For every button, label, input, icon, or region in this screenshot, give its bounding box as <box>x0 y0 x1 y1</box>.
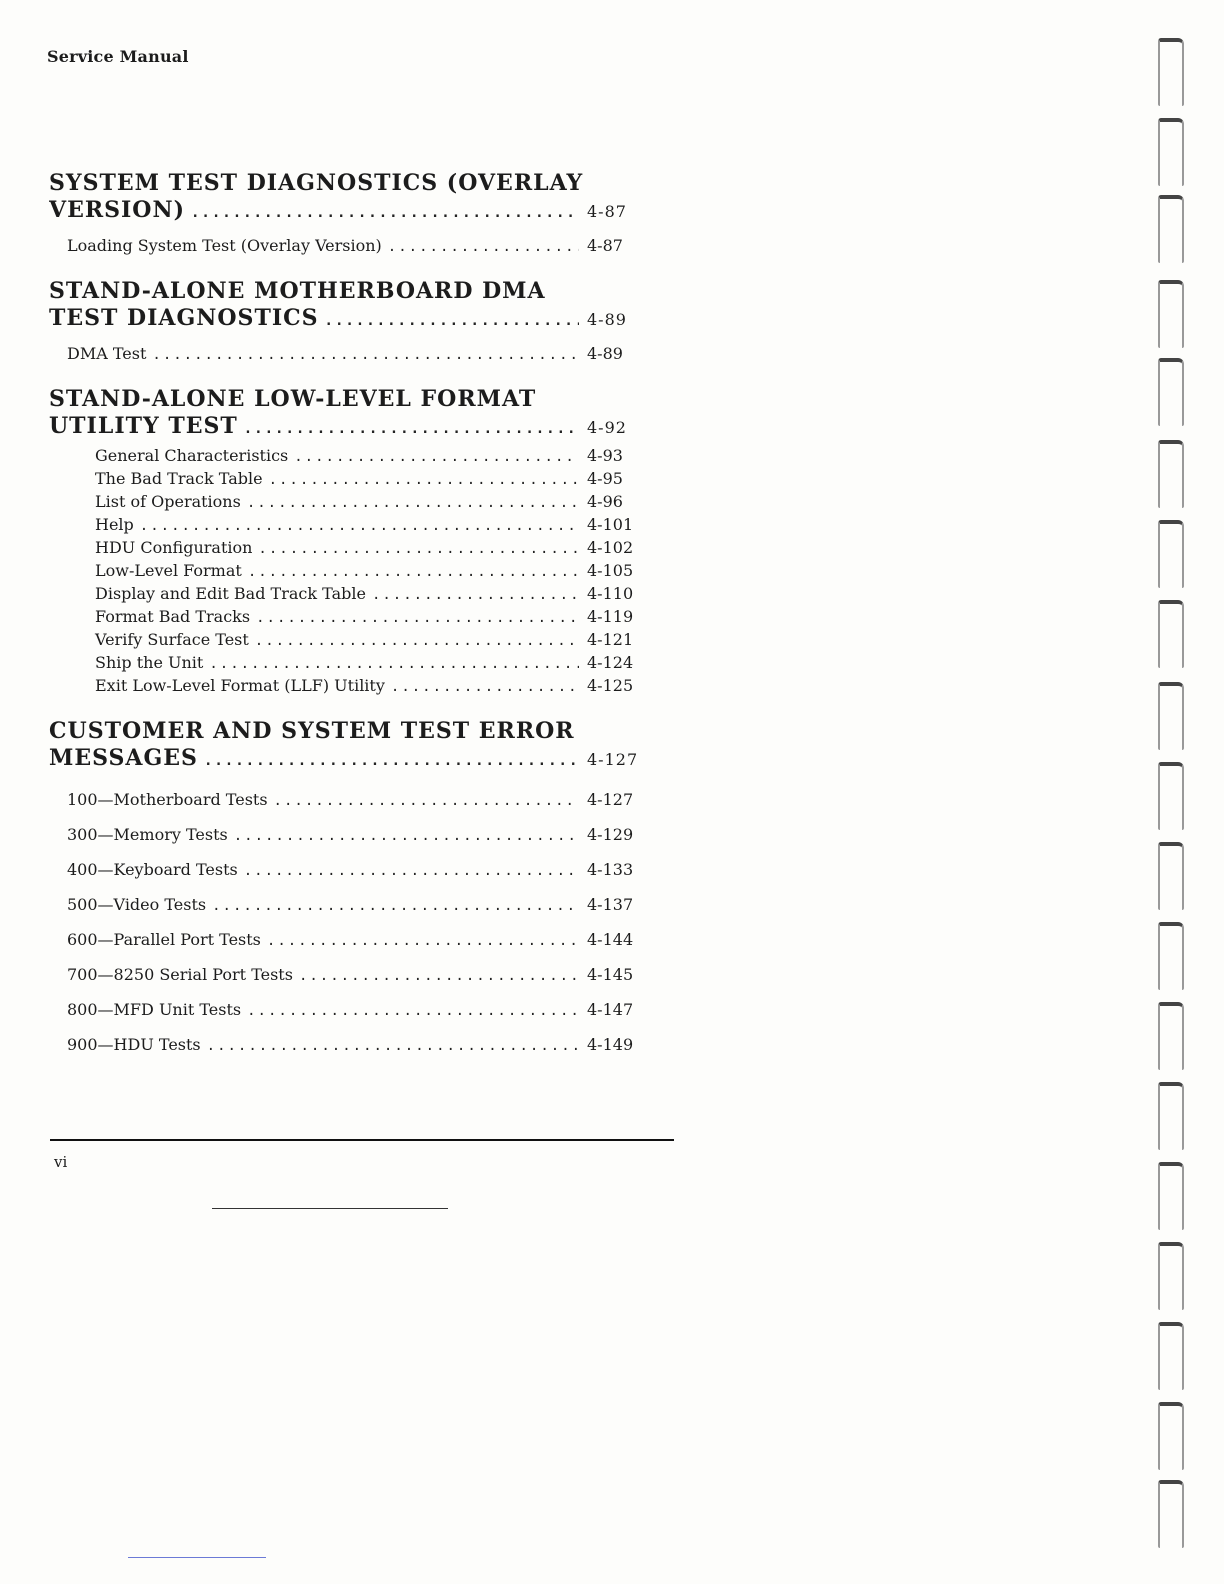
entry-label: The Bad Track Table <box>95 469 263 488</box>
toc-entry <box>49 958 649 993</box>
entry-page-number: 4-125 <box>587 676 634 695</box>
entry-label: Exit Low-Level Format (LLF) Utility <box>95 676 385 695</box>
binding-ring <box>1158 762 1184 830</box>
toc-section <box>49 386 649 698</box>
toc-entry <box>49 652 649 675</box>
binding-ring <box>1158 600 1184 668</box>
toc-entry <box>49 235 649 258</box>
entry-label: Help <box>95 515 134 534</box>
toc-entry <box>49 629 649 652</box>
dot-leader <box>388 236 579 258</box>
entry-label: General Characteristics <box>95 446 289 465</box>
entry-page-number: 4-127 <box>587 790 634 809</box>
entry-label: Display and Edit Bad Track Table <box>95 584 366 603</box>
toc-section <box>49 278 649 366</box>
entry-page-number: 4-149 <box>587 1035 634 1054</box>
entry-page-number: 4-124 <box>587 653 634 672</box>
dot-leader <box>258 538 579 560</box>
binding-ring <box>1158 1242 1184 1310</box>
toc-entry <box>49 783 649 818</box>
binding-ring <box>1158 842 1184 910</box>
binding-ring <box>1158 280 1184 348</box>
entry-page-number: 4-137 <box>587 895 634 914</box>
dot-leader <box>256 607 579 629</box>
dot-leader <box>212 889 579 923</box>
binding-ring <box>1158 358 1184 426</box>
entry-label: 500—Video Tests <box>67 895 207 914</box>
dot-leader <box>204 748 579 775</box>
toc-entry <box>49 445 649 468</box>
dot-leader <box>140 515 579 537</box>
entry-page-number: 4-105 <box>587 561 634 580</box>
entry-page-number: 4-96 <box>587 492 623 511</box>
dot-leader <box>299 959 579 993</box>
entry-page-number: 4-87 <box>587 236 623 255</box>
toc-section <box>49 170 649 258</box>
entry-page-number: 4-93 <box>587 446 623 465</box>
dot-leader <box>207 1029 579 1063</box>
binding-ring <box>1158 440 1184 508</box>
spiral-binding <box>1150 30 1190 1560</box>
toc-entry <box>49 468 649 491</box>
section-title-line: SYSTEM TEST DIAGNOSTICS (OVERLAY <box>49 170 584 196</box>
section-title-last-line <box>49 305 649 335</box>
dot-leader <box>391 676 579 698</box>
binding-ring <box>1158 1402 1184 1470</box>
binding-ring <box>1158 1480 1184 1548</box>
table-of-contents <box>49 170 649 1083</box>
entry-page-number: 4-101 <box>587 515 634 534</box>
entry-label: 700—8250 Serial Port Tests <box>67 965 293 984</box>
entry-page-number: 4-110 <box>587 584 634 603</box>
dot-leader <box>267 924 579 958</box>
entry-label: 800—MFD Unit Tests <box>67 1000 242 1019</box>
entry-page-number: 4-129 <box>587 825 634 844</box>
entry-page-number: 4-89 <box>587 344 623 363</box>
toc-entry <box>49 1028 649 1063</box>
toc-entry <box>49 560 649 583</box>
binding-ring <box>1158 38 1184 106</box>
entry-label: HDU Configuration <box>95 538 253 557</box>
entry-page-number: 4-144 <box>587 930 634 949</box>
page-folio: vi <box>54 1153 68 1171</box>
dot-leader <box>209 653 579 675</box>
entry-page-number: 4-102 <box>587 538 634 557</box>
dot-leader <box>294 446 579 468</box>
entry-page-number: 4-95 <box>587 469 623 488</box>
binding-ring <box>1158 922 1184 990</box>
dot-leader <box>269 469 579 491</box>
entry-page-number: 4-147 <box>587 1000 634 1019</box>
entry-label: 100—Motherboard Tests <box>67 790 268 809</box>
section-page-number: 4-87 <box>587 202 627 221</box>
entry-label: List of Operations <box>95 492 241 511</box>
dot-leader <box>372 584 579 606</box>
toc-entry <box>49 888 649 923</box>
toc-section <box>49 718 649 1063</box>
toc-entry <box>49 606 649 629</box>
dot-leader <box>191 200 579 227</box>
section-title-line: STAND-ALONE LOW-LEVEL FORMAT <box>49 386 537 412</box>
binding-ring <box>1158 118 1184 186</box>
entry-label: Verify Surface Test <box>95 630 249 649</box>
dot-leader <box>247 994 579 1028</box>
section-page-number: 4-92 <box>587 418 627 437</box>
dot-leader <box>248 561 579 583</box>
binding-ring <box>1158 1002 1184 1070</box>
section-title-line: STAND-ALONE MOTHERBOARD DMA <box>49 278 546 304</box>
toc-entry <box>49 993 649 1028</box>
section-title-line: CUSTOMER AND SYSTEM TEST ERROR <box>49 718 575 744</box>
entry-label: Format Bad Tracks <box>95 607 251 626</box>
toc-entry <box>49 923 649 958</box>
section-page-number: 4-89 <box>587 310 627 329</box>
toc-entry <box>49 818 649 853</box>
entry-label: DMA Test <box>67 344 147 363</box>
toc-entry <box>49 675 649 698</box>
dot-leader <box>325 308 579 335</box>
entry-page-number: 4-145 <box>587 965 634 984</box>
footer-rule <box>50 1139 674 1141</box>
entry-label: Loading System Test (Overlay Version) <box>67 236 382 255</box>
dot-leader <box>274 784 579 818</box>
binding-ring <box>1158 1162 1184 1230</box>
toc-entry <box>49 537 649 560</box>
binding-ring <box>1158 195 1184 263</box>
section-title-last-line <box>49 745 649 775</box>
dot-leader <box>152 344 579 366</box>
entry-label: 300—Memory Tests <box>67 825 228 844</box>
entry-page-number: 4-119 <box>587 607 634 626</box>
section-title-text: TEST DIAGNOSTICS <box>49 305 319 331</box>
entry-label: 900—HDU Tests <box>67 1035 201 1054</box>
entry-label: 600—Parallel Port Tests <box>67 930 261 949</box>
section-title-text: UTILITY TEST <box>49 413 238 439</box>
entry-label: Low-Level Format <box>95 561 242 580</box>
toc-entry <box>49 514 649 537</box>
toc-entry <box>49 343 649 366</box>
binding-ring <box>1158 1322 1184 1390</box>
section-title-text: MESSAGES <box>49 745 198 771</box>
entry-page-number: 4-133 <box>587 860 634 879</box>
binding-ring <box>1158 520 1184 588</box>
dot-leader <box>244 416 579 443</box>
dot-leader <box>247 492 579 514</box>
running-header: Service Manual <box>47 47 189 66</box>
binding-ring <box>1158 682 1184 750</box>
binding-ring <box>1158 1082 1184 1150</box>
section-page-number: 4-127 <box>587 750 639 769</box>
toc-entry <box>49 583 649 606</box>
dot-leader <box>234 819 579 853</box>
toc-entry <box>49 853 649 888</box>
scan-artifact-line <box>128 1557 266 1558</box>
section-title-last-line <box>49 197 649 227</box>
scan-artifact-line <box>212 1208 448 1209</box>
entry-page-number: 4-121 <box>587 630 634 649</box>
section-title-last-line <box>49 413 649 443</box>
dot-leader <box>255 630 579 652</box>
entry-label: Ship the Unit <box>95 653 204 672</box>
dot-leader <box>244 854 579 888</box>
toc-entry <box>49 491 649 514</box>
section-title-text: VERSION) <box>49 197 185 223</box>
entry-label: 400—Keyboard Tests <box>67 860 238 879</box>
